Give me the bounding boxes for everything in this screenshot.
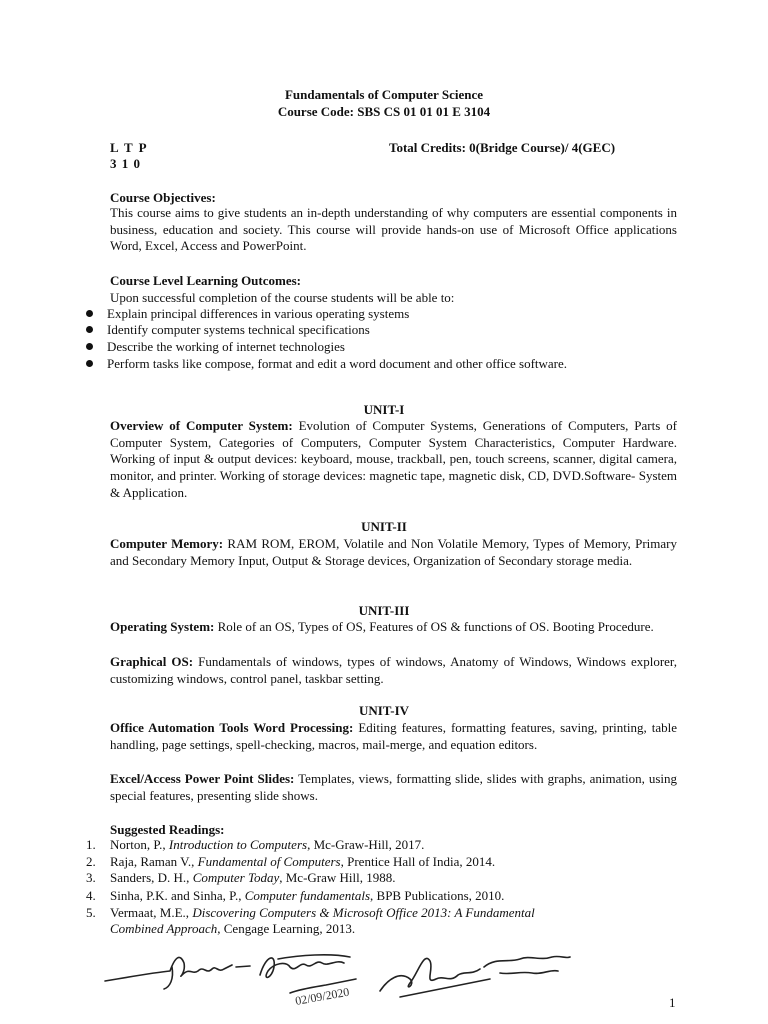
bullet-icon (86, 343, 93, 350)
reading-item: 5. Vermaat, M.E., Discovering Computers & Microsoft Office 2013: A Fundamental (86, 905, 535, 920)
outcome-item: Perform tasks like compose, format and edit a word document and other office software. (86, 356, 567, 372)
reading-item: 4. Sinha, P.K. and Sinha, P., Computer fundamentals, BPB Publications, 2010. (86, 888, 505, 903)
course-title: Fundamentals of Computer Science (284, 87, 483, 102)
bullet-icon (86, 360, 93, 367)
page-number: 1 (669, 995, 676, 1010)
outcomes-intro: Upon successful completion of the course students will be able to: (110, 290, 455, 305)
reading-item: 3. Sanders, D. H., Computer Today, Mc-Graw Hill, 1988. (86, 870, 396, 885)
outcome-item: Describe the working of internet technologies (86, 339, 345, 355)
unit-3-text-1: Operating System: Role of an OS, Types of OS, Features of OS & functions of OS. Booting Procedure. (110, 619, 654, 634)
unit-1-title: UNIT-I (363, 402, 405, 417)
ltp-label: L T P (110, 140, 147, 155)
course-code: Course Code: SBS CS 01 01 01 E 3104 (277, 104, 491, 119)
signature-date: 02/09/2020 (294, 984, 351, 1008)
outcome-item: Identify computer systems technical specifications (86, 322, 370, 338)
readings-heading: Suggested Readings: (110, 822, 225, 837)
outcome-item: Explain principal differences in various operating systems (86, 306, 409, 322)
signatures-image (100, 945, 590, 1015)
reading-item: 2. Raja, Raman V., Fundamental of Computers, Prentice Hall of India, 2014. (86, 854, 496, 869)
unit-3-text-2: Graphical OS: Fundamentals of windows, types of windows, Anatomy of Windows, Windows explorer, customizing windows, control panel, taskbar setting. (110, 654, 677, 686)
reading-item-continued: Combined Approach, Cengage Learning, 2013. (110, 921, 356, 936)
unit-4-text-1: Office Automation Tools Word Processing: Editing features, formatting features, saving, printing, table handling, page settings, spell-checking, macros, mail-merge, and equation editors. (110, 720, 677, 752)
ltp-values: 3 1 0 (110, 156, 140, 171)
reading-item: 1. Norton, P., Introduction to Computers, Mc-Graw-Hill, 2017. (86, 837, 425, 852)
unit-3-title: UNIT-III (358, 603, 410, 618)
bullet-icon (86, 310, 93, 317)
outcomes-heading: Course Level Learning Outcomes: (110, 273, 302, 288)
total-credits: Total Credits: 0(Bridge Course)/ 4(GEC) (389, 140, 616, 155)
objectives-heading: Course Objectives: (110, 190, 216, 205)
unit-4-title: UNIT-IV (358, 703, 410, 718)
unit-4-text-2: Excel/Access Power Point Slides: Templates, views, formatting slide, slides with graphs, animation, using special features, presenting slide shows. (110, 771, 677, 803)
unit-2-text: Computer Memory: RAM ROM, EROM, Volatile and Non Volatile Memory, Types of Memory, Primary and Secondary Memory Input, Output & Storage devices, Organization of Secondary storage media. (110, 536, 678, 568)
bullet-icon (86, 326, 93, 333)
objectives-text: This course aims to give students an in-depth understanding of why computers are essential components in business, education and society. This course will provide hands-on use of Microsoft Office applications Word, Excel, Access and PowerPoint. (110, 205, 677, 254)
unit-1-text: Overview of Computer System: Evolution of Computer Systems, Generations of Computers, Parts of Computer System, Categories of Computers, Computer System Characteristics, Computer Hardware. Working of input & output devices: keyboard, mouse, trackball, pen, touch screens, scanner, digital camera, monitor, and printer. Working of storage devices: magnetic tape, magnetic disk, CD, DVD.Software- System & Application. (110, 418, 677, 500)
unit-2-title: UNIT-II (361, 519, 407, 534)
